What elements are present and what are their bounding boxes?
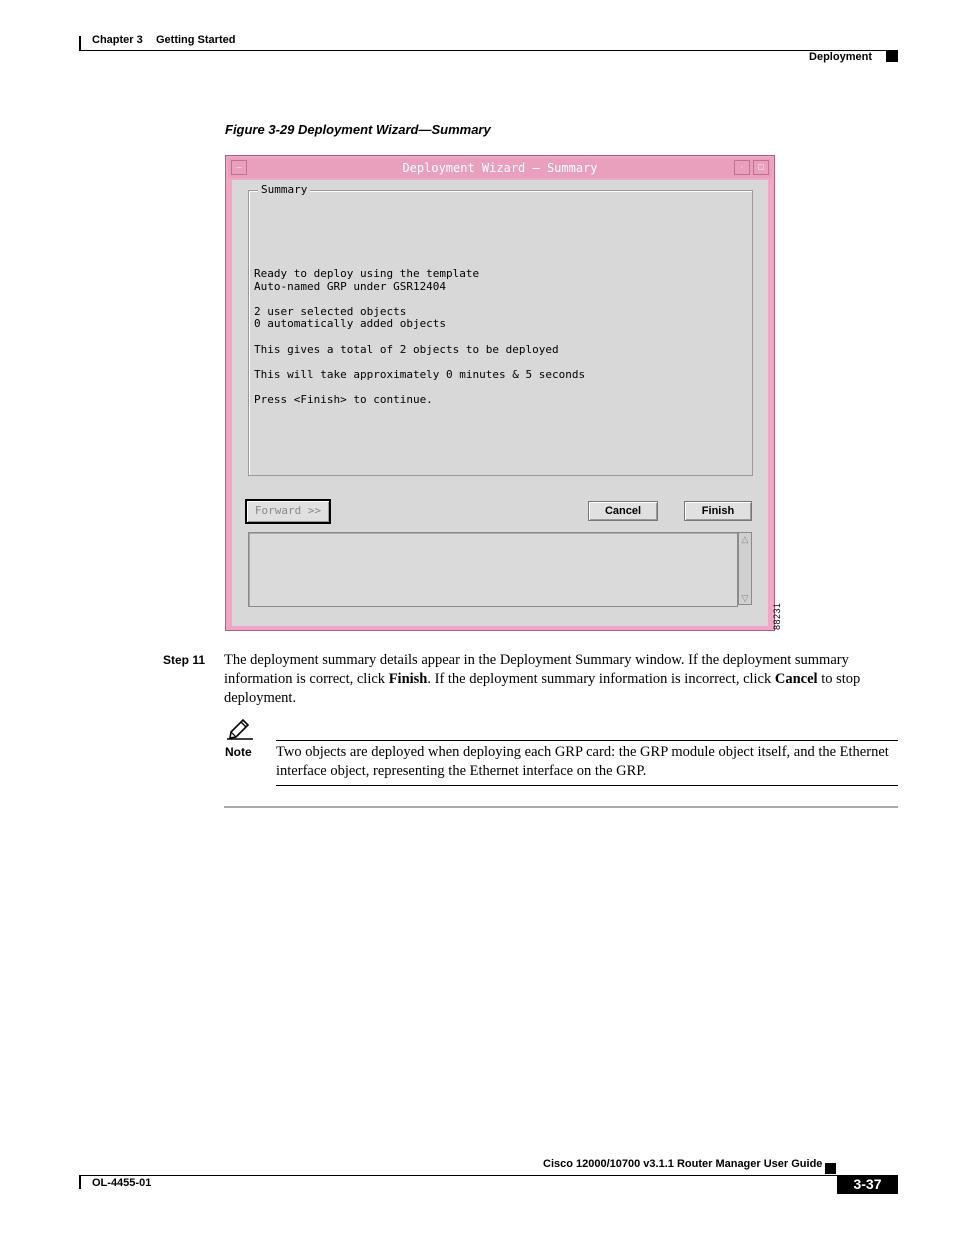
pencil-icon	[227, 718, 253, 745]
page-number: 3-37	[837, 1175, 898, 1194]
header-chapter-title: Getting Started	[156, 34, 236, 46]
forward-button[interactable]: Forward >>	[245, 499, 331, 524]
log-scrollbar[interactable]	[738, 532, 752, 605]
summary-legend: Summary	[258, 183, 310, 196]
log-text-area[interactable]	[248, 532, 738, 607]
footer-guide-title: Cisco 12000/10700 v3.1.1 Router Manager User Guide	[543, 1158, 823, 1170]
window-client	[232, 180, 768, 626]
step-text-part: The deployment summary details appear in the Deployment Summary window. If the deployment summary information is correct, click	[224, 652, 849, 687]
wizard-window	[225, 155, 775, 631]
figure-id: 88231	[772, 602, 782, 630]
window-menu-icon[interactable]: –	[231, 160, 247, 175]
minimize-icon[interactable]: ·	[734, 160, 750, 175]
cancel-emphasis: Cancel	[774, 671, 818, 687]
note-top-rule	[276, 740, 898, 741]
step-label: Step 11	[163, 653, 206, 667]
figure-caption: Figure 3-29 Deployment Wizard—Summary	[225, 122, 491, 137]
footer-left-bar	[79, 1175, 81, 1189]
footer-marker	[825, 1163, 836, 1174]
header-chapter: Chapter 3	[92, 34, 143, 46]
header-rule	[79, 50, 898, 51]
scroll-up-icon[interactable]: △	[741, 534, 749, 544]
finish-emphasis: Finish	[388, 671, 428, 687]
window-title: Deployment Wizard — Summary	[402, 161, 598, 175]
summary-text: Ready to deploy using the template Auto-named GRP under GSR12404 2 user selected objects 0 automatically added objects This gives a total of 2 objects to be deployed This will take approximately 0 minutes & 5 seconds Press <Finish> to continue.	[254, 267, 586, 406]
section-divider	[224, 806, 898, 808]
finish-button[interactable]: Finish	[684, 501, 752, 521]
header-marker	[886, 51, 898, 62]
footer-rule	[79, 1175, 898, 1176]
cancel-button[interactable]: Cancel	[588, 501, 658, 521]
maximize-icon[interactable]: □	[753, 160, 769, 175]
step-text-part: to stop deployment.	[224, 671, 861, 706]
note-bottom-rule	[276, 785, 898, 786]
header-section: Deployment	[809, 51, 872, 63]
step-text	[224, 651, 904, 708]
footer-doc-number: OL-4455-01	[92, 1177, 152, 1189]
note-label: Note	[225, 745, 252, 759]
title-bar	[228, 158, 772, 178]
note-text: Two objects are deployed when deploying each GRP card: the GRP module object itself, and the Ethernet interface object, representing the Ethernet interface on the GRP.	[276, 744, 889, 779]
header-left-bar	[79, 36, 81, 50]
step-text-part: . If the deployment summary information is incorrect, click	[427, 671, 775, 687]
scroll-down-icon[interactable]: ▽	[741, 593, 749, 603]
